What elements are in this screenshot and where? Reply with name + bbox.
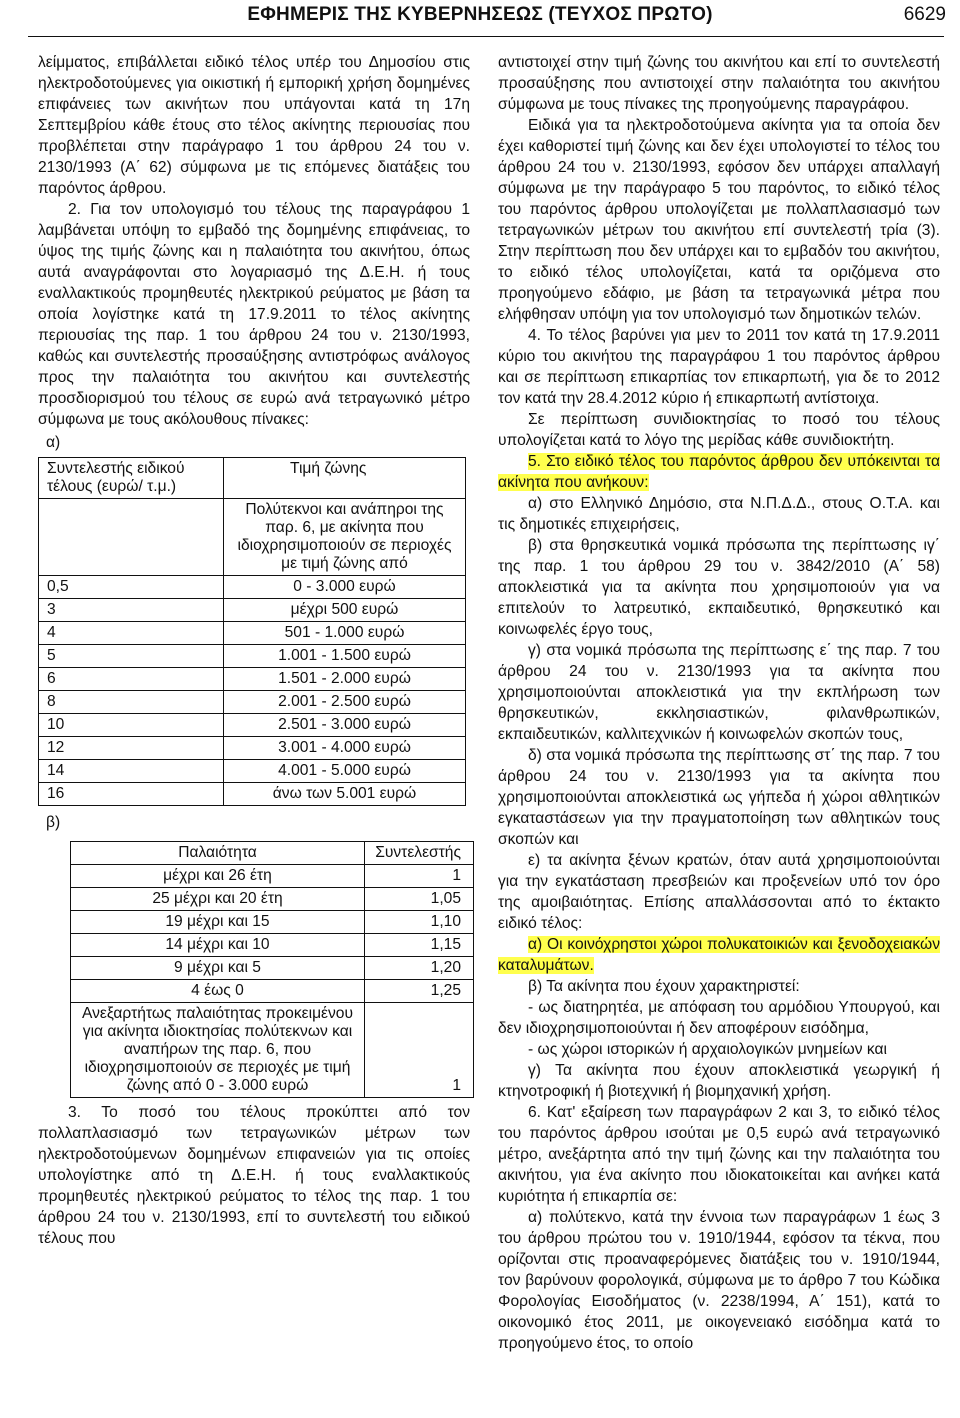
coefficient-cell: 14 (39, 760, 224, 783)
age-cell: 9 μέχρι και 5 (71, 957, 365, 980)
coefficient-cell: 1,10 (365, 911, 474, 934)
zone-price-table (38, 457, 466, 806)
paragraph: 2. Για τον υπολογισμό του τέλους της παραγράφου 1 λαμβάνεται υπόψη το εμβαδό της δομημένης επιφάνειας, το ύψος της τιμής ζώνης και η παλαιότητα του ακινήτου, όπως αυτά αναγράφονται στο λογαριασμό της Δ.Ε.Η. ή τους εναλλακτικούς προμηθευτές ηλεκτρικού ρεύματος με βάση τα οποία λογίστηκε κατά τη 17.9.2011 το τέλος ακίνητης περιουσίας της παρ. 1 του άρθρου 24 του ν. 2130/1993, καθώς και συντελεστής προσαύξησης αντιστρόφως ανάλογος προς την παλαιότητα του ακινήτου και συντελεστής προσδιορισμού του τέλους σε ευρώ ανά τετραγωνικό μέτρο σύμφωνα με τους ακόλουθους πίνακες: (38, 201, 470, 428)
table-row (39, 691, 466, 714)
zone-cell: 4.001 - 5.000 ευρώ (224, 760, 466, 783)
paragraph: α) πολύτεκνο, κατά την έννοια των παραγράφων 1 έως 3 του άρθρου πρώτου του ν. 1910/1944, εφόσον τα τέκνα, που ορίζονται στις προαναφερόμενες διατάξεις του ν. 1910/1944, τον βαρύνουν φορολογικά, σύμφωνα με το άρθρο 7 του Κώδικα Φορολογίας Εισοδήματος (ν. 2238/1994, Α΄ 151), κατά το οικονομικό έτος 2011, με οικογενειακό εισόδημα κατά το προηγούμενο έτος, το οποίο (498, 1209, 940, 1352)
gazette-title: ΕΦΗΜΕΡΙΣ ΤΗΣ ΚΥΒΕΡΝΗΣΕΩΣ (ΤΕΥΧΟΣ ΠΡΩΤΟ) (247, 4, 713, 25)
age-coefficient-table (70, 841, 474, 1098)
paragraph: - ως διατηρητέα, με απόφαση του αρμόδιου Υπουργού, και δεν ιδιοχρησιμοποιούνται ή δεν αποφέρουν εισόδημα, (498, 999, 940, 1037)
paragraph: γ) στα νομικά πρόσωπα της περίπτωσης ε΄ της παρ. 7 του άρθρου 24 του ν. 2130/1993 για τα ακίνητα που χρησιμοποιούνται αποκλειστικά για την εκπλήρωση των θρησκευτικών, εκκλησιαστικών, φιλανθρωπικών, εκπαιδευτικών, καλλιτεχνικών ή κοινωφελών σκοπών τους, (498, 642, 940, 743)
table-row (39, 714, 466, 737)
table-body (39, 576, 466, 806)
column-header: Συντελεστής (365, 842, 474, 865)
table-cell: Πολύτεκνοι και ανάπηροι της παρ. 6, με ακίνητα που ιδιοχρησιμοποιούν σε περιοχές με τιμή ζώνης από (224, 499, 466, 576)
coefficient-cell: 3 (39, 599, 224, 622)
page-header (0, 0, 960, 36)
coefficient-cell: 5 (39, 645, 224, 668)
coefficient-cell: 10 (39, 714, 224, 737)
table-header-row (39, 458, 466, 499)
zone-cell: 1.001 - 1.500 ευρώ (224, 645, 466, 668)
table-row (71, 934, 474, 957)
coefficient-cell: 1,15 (365, 934, 474, 957)
paragraph: ε) τα ακίνητα ξένων κρατών, όταν αυτά χρησιμοποιούνται για την εγκατάσταση πρεσβειών και προξενείων υπό τον όρο της αμοιβαιότητας. Επίσης απαλλάσσονται από το έκτακτο ειδικό τέλος: (498, 852, 940, 932)
zone-cell: 3.001 - 4.000 ευρώ (224, 737, 466, 760)
paragraph: αντιστοιχεί στην τιμή ζώνης του ακινήτου και επί το συντελεστή προσαύξησης που αντιστοιχεί στην παλαιότητα του ακινήτου σύμφωνα με τους πίνακες της προηγούμενης παραγράφου. (498, 54, 940, 113)
column-header: Τιμή ζώνης (224, 458, 466, 499)
column-header: Παλαιότητα (71, 842, 365, 865)
paragraph: 4. Το τέλος βαρύνει για μεν το 2011 τον κατά τη 17.9.2011 κύριο του ακινήτου της παραγράφου 1 του παρόντος άρθρου και σε περίπτωση επικαρπίας τον επικαρπωτή, για δε το 2012 τον κατά την 28.4.2012 κύριο ή επικαρπωτή αντίστοιχα. (498, 327, 940, 407)
coefficient-cell: 16 (39, 783, 224, 806)
table-b-label: β) (46, 814, 61, 831)
highlight: α) Οι κοινόχρηστοι χώροι πολυκατοικιών και ξενοδοχειακών καταλυμάτων. (498, 936, 940, 974)
table-a-label: α) (46, 434, 61, 451)
age-cell: 4 έως 0 (71, 980, 365, 1003)
paragraph: Ειδικά για τα ηλεκτροδοτούμενα ακίνητα για τα οποία δεν έχει καθοριστεί τιμή ζώνης και δεν έχει υπολογιστεί το τέλος του άρθρου 24 του ν. 2130/1993, εφόσον δεν υπάρχει απαλλαγή σύμφωνα με την παράγραφο 5 του παρόντος, το ειδικό τέλος του παρόντος άρθρου υπολογίζεται με πολλαπλασιασμό των τετραγωνικών μέτρων του ακινήτου επί συντελεστή τρία (3). Στην περίπτωση που δεν υπάρχει και το εμβαδόν του ακινήτου, το ειδικό τέλος υπολογίζεται, κατά τα οριζόμενα στο προηγούμενο εδάφιο, με βάση τα τετραγωνικά μέτρα που ελήφθησαν υπόψη για τον υπολογισμό των δημοτικών τελών. (498, 117, 940, 323)
table-cell: 1 (365, 1003, 474, 1098)
coefficient-cell: 1,05 (365, 888, 474, 911)
zone-cell: 2.501 - 3.000 ευρώ (224, 714, 466, 737)
paragraph: δ) στα νομικά πρόσωπα της περίπτωσης στ΄ της παρ. 7 του άρθρου 24 του ν. 2130/1993 για τα ακίνητα που χρησιμοποιούνται αποκλειστικά ως γήπεδα ή χώροι αθλητικών εγκαταστάσεων για την πραγματοποίηση των αθλητικών τους σκοπών και (498, 747, 940, 848)
zone-cell: 2.001 - 2.500 ευρώ (224, 691, 466, 714)
age-cell: 14 μέχρι και 10 (71, 934, 365, 957)
coefficient-cell: 1,25 (365, 980, 474, 1003)
age-cell: 19 μέχρι και 15 (71, 911, 365, 934)
paragraph: α) στο Ελληνικό Δημόσιο, στα Ν.Π.Δ.Δ., στους Ο.Τ.Α. και τις δημοτικές επιχειρήσεις, (498, 495, 940, 533)
paragraph: Σε περίπτωση συνιδιοκτησίας το ποσό του τέλους υπολογίζεται κατά το λόγο της μερίδας κάθε συνιδιοκτήτη. (498, 411, 940, 449)
table-row (39, 599, 466, 622)
table-body (71, 865, 474, 1003)
highlighted-paragraph (498, 934, 940, 976)
coefficient-cell: 1,20 (365, 957, 474, 980)
table-row (39, 737, 466, 760)
zone-cell: 0 - 3.000 ευρώ (224, 576, 466, 599)
highlighted-paragraph (498, 451, 940, 493)
table-row (39, 783, 466, 806)
table-row (39, 576, 466, 599)
table-row (39, 622, 466, 645)
table-row (71, 980, 474, 1003)
age-cell: μέχρι και 26 έτη (71, 865, 365, 888)
paragraph: - ως χώροι ιστορικών ή αρχαιολογικών μνημείων και (528, 1041, 887, 1058)
coefficient-cell: 0,5 (39, 576, 224, 599)
age-cell: 25 μέχρι και 20 έτη (71, 888, 365, 911)
right-column (498, 52, 940, 1354)
column-header: Συντελεστής ειδικού τέλους (ευρώ/ τ.μ.) (39, 458, 224, 499)
table-row (39, 760, 466, 783)
table-row (71, 911, 474, 934)
highlight: 5. Στο ειδικό τέλος του παρόντος άρθρου δεν υπόκεινται τα ακίνητα που ανήκουν: (498, 453, 940, 491)
zone-cell: 1.501 - 2.000 ευρώ (224, 668, 466, 691)
table-cell: Ανεξαρτήτως παλαιότητας προκειμένου για ακίνητα ιδιοκτησίας πολύτεκνων και αναπήρων της παρ. 6, που ιδιοχρησιμοποιούν σε περιοχές με τιμή ζώνης από 0 - 3.000 ευρώ (71, 1003, 365, 1098)
table-row (39, 645, 466, 668)
coefficient-cell: 6 (39, 668, 224, 691)
paragraph: β) Τα ακίνητα που έχουν χαρακτηριστεί: (528, 978, 800, 995)
paragraph: λείμματος, επιβάλλεται ειδικό τέλος υπέρ του Δημοσίου στις ηλεκτροδοτούμενες για οικιστική ή εμπορική χρήση δομημένες επιφάνειες των ακινήτων που υπάγονται κατά τη 17η Σεπτεμβρίου κάθε έτους στο τέλος ακίνητης περιουσίας που προβλέπεται στην παράγραφο 1 του άρθρου 24 του ν. 2130/1993 (Α΄ 62) σύμφωνα με τις επόμενες διατάξεις του παρόντος άρθρου. (38, 54, 470, 197)
paragraph: β) στα θρησκευτικά νομικά πρόσωπα της περίπτωσης ιγ΄ της παρ. 1 του άρθρου 29 του ν. 3842/2010 (Α΄ 58) αποκλειστικά για τα ακίνητα που χρησιμοποιούν για να επιτελούν το λατρευτικό, εκπαιδευτικό, θρησκευτικό και κοινωφελές έργο τους, (498, 537, 940, 638)
table-row (71, 865, 474, 888)
paragraph: 3. Το ποσό του τέλους προκύπτει από τον πολλαπλασιασμό των τετραγωνικών μέτρων των ηλεκτροδοτούμενων δομημένων επιφανειών για τις οποίες υπολογίστηκε από τη Δ.Ε.Η. ή τους εναλλακτικούς προμηθευτές ηλεκτρικού ρεύματος το τέλος της παρ. 1 του άρθρου 24 του ν. 2130/1993, επί το συντελεστή του ειδικού τέλους που (38, 1104, 470, 1247)
table-row (71, 1003, 474, 1098)
paragraph: 6. Κατ' εξαίρεση των παραγράφων 2 και 3, το ειδικό τέλος του παρόντος άρθρου ισούται με 0,5 ευρώ ανά τετραγωνικό μέτρο, ανεξάρτητα από την τιμή ζώνης και την παλαιότητα του ακινήτου, για ένα ακίνητο που ιδιοκατοικείται και ανήκει κατά κυριότητα ή επικαρπία σε: (498, 1104, 940, 1205)
header-rule (28, 36, 944, 37)
table-row (71, 957, 474, 980)
coefficient-cell: 1 (365, 865, 474, 888)
coefficient-cell: 12 (39, 737, 224, 760)
paragraph: γ) Τα ακίνητα που έχουν αποκλειστικά γεωργική ή κτηνοτροφική ή βιοτεχνική ή βιομηχανική χρήση. (498, 1062, 940, 1100)
table-row (39, 668, 466, 691)
table-row (71, 888, 474, 911)
table-header-row (71, 842, 474, 865)
table-cell (39, 499, 224, 576)
coefficient-cell: 4 (39, 622, 224, 645)
zone-cell: 501 - 1.000 ευρώ (224, 622, 466, 645)
zone-cell: άνω των 5.001 ευρώ (224, 783, 466, 806)
zone-cell: μέχρι 500 ευρώ (224, 599, 466, 622)
left-column (38, 52, 470, 1249)
table-row (39, 499, 466, 576)
coefficient-cell: 8 (39, 691, 224, 714)
page-number: 6629 (903, 4, 946, 25)
